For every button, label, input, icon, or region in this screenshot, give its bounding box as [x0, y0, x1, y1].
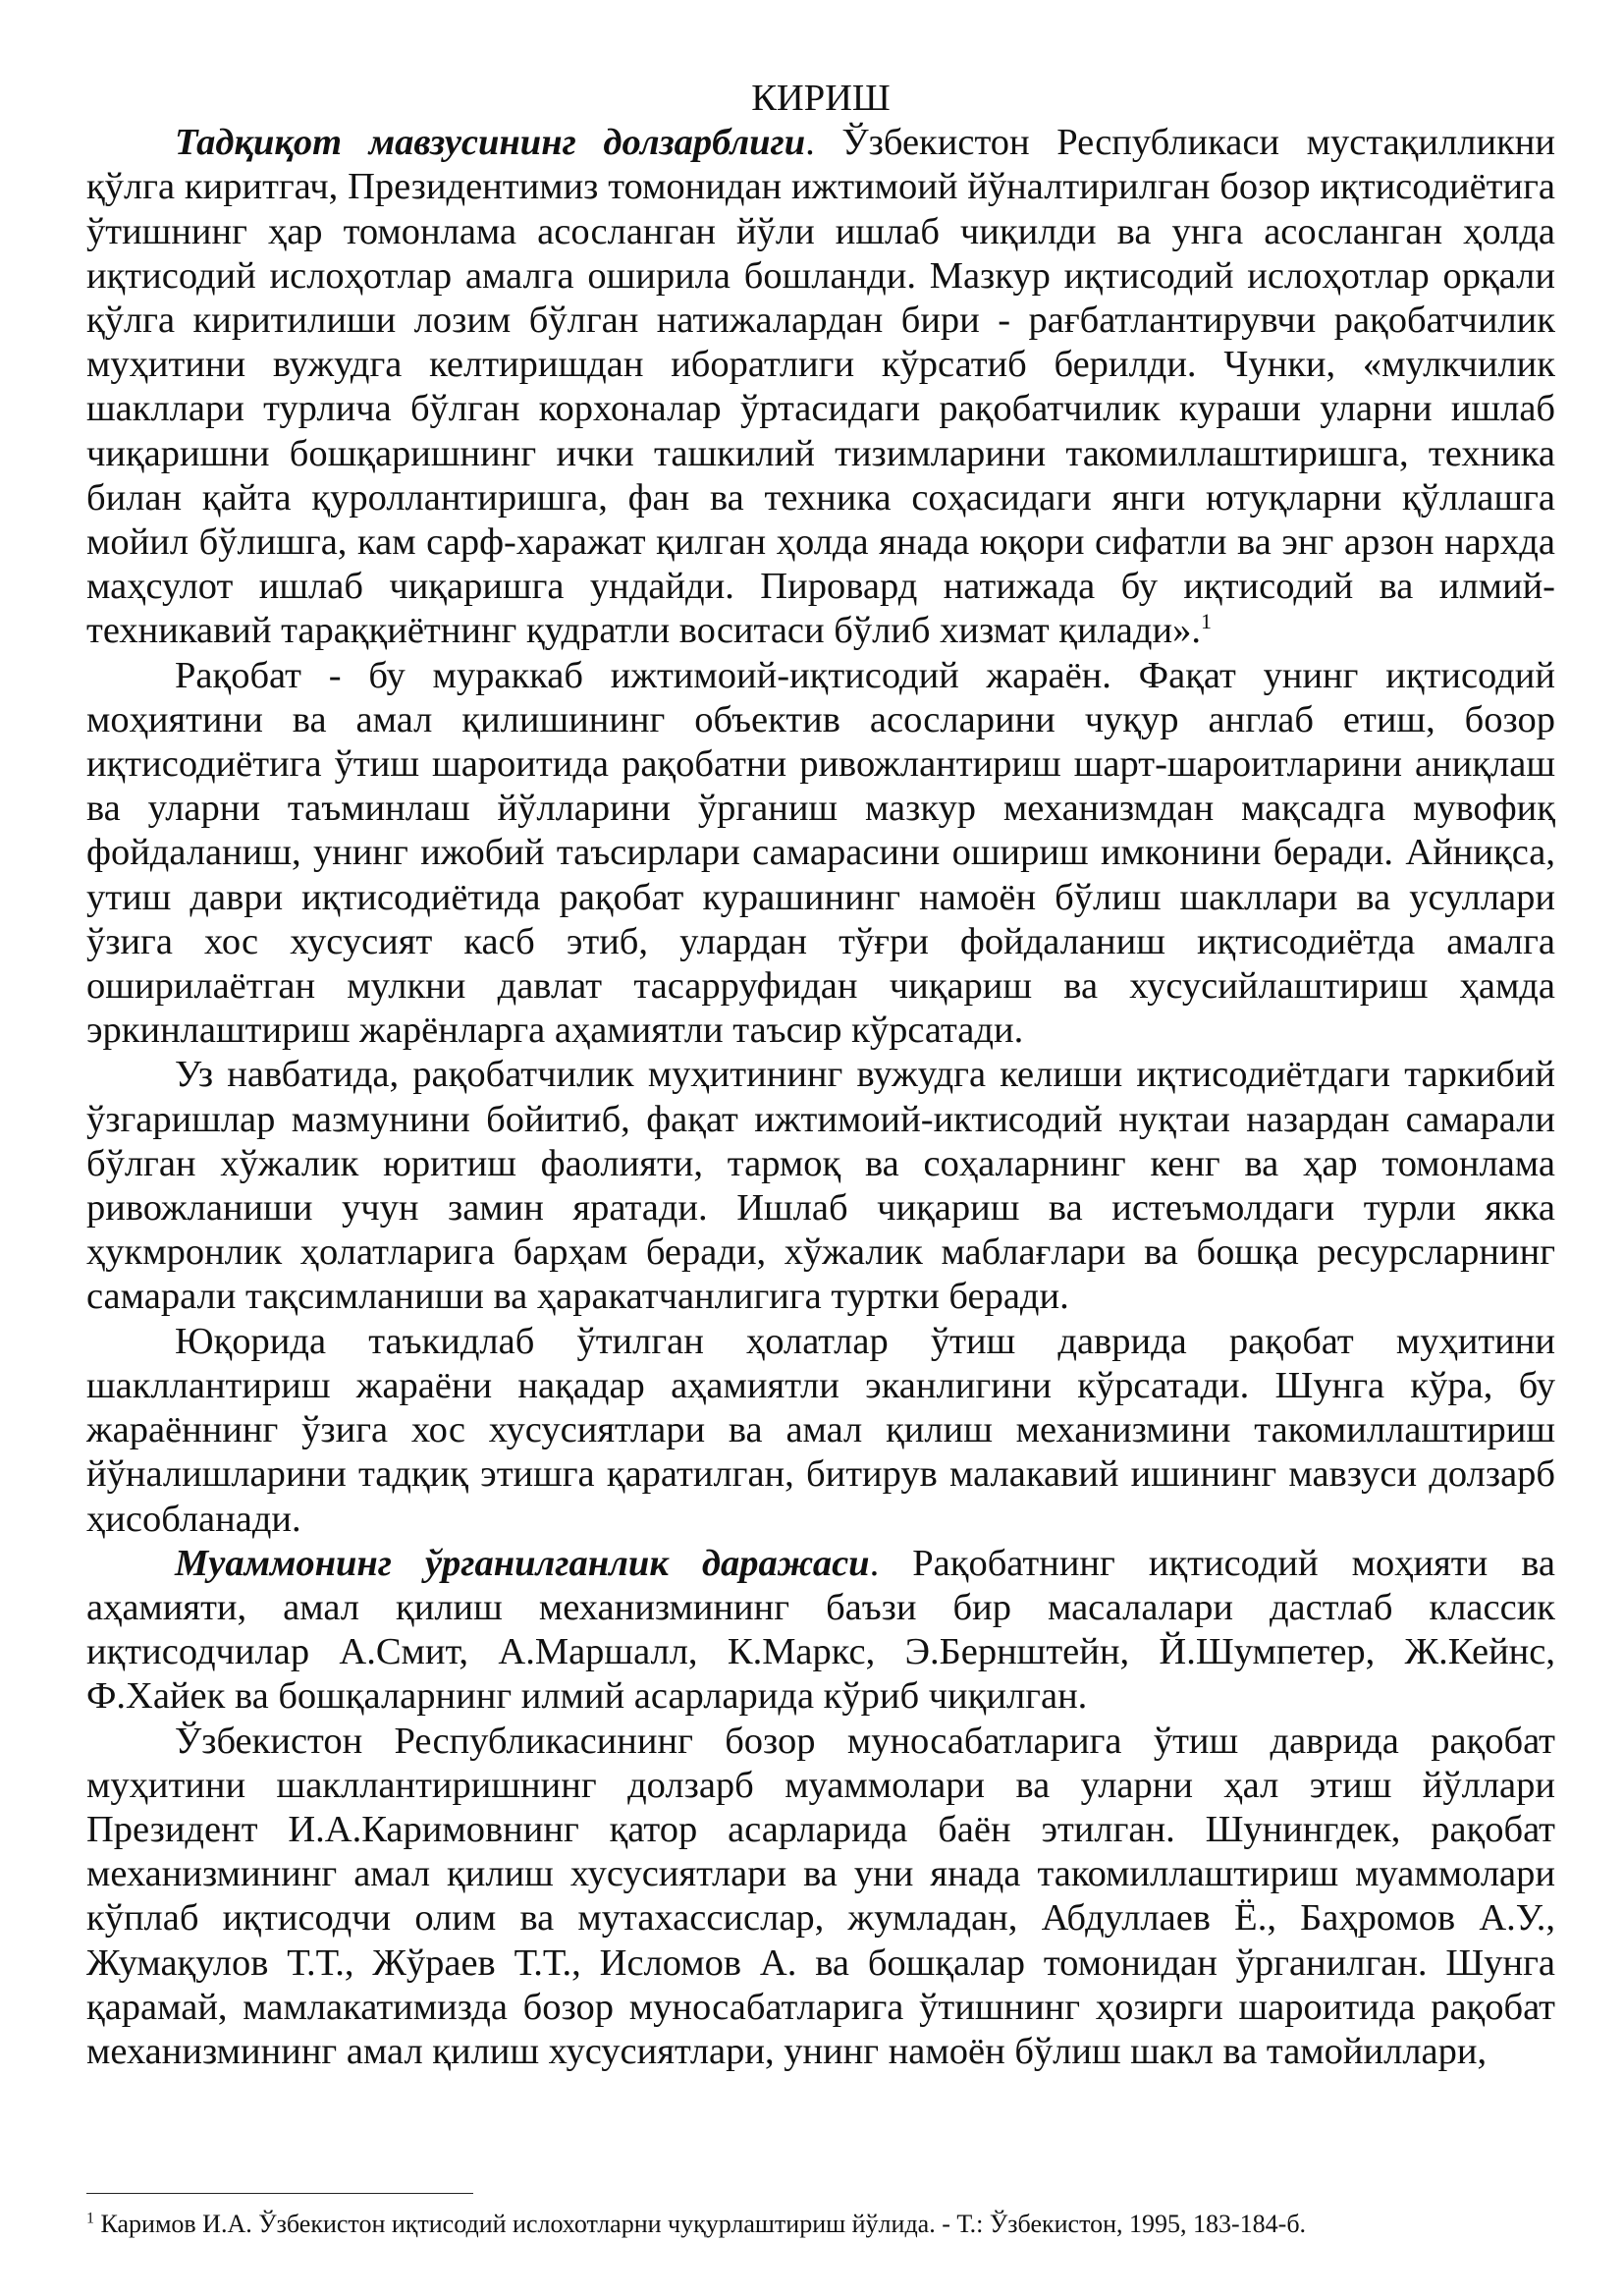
- paragraph-text: . Ўзбекистон Республикаси мустақилликни қўлга киритгач, Президентимиз томонидан ижтимоий йўналтирилган бозор иқтисодиётига ўтишнинг ҳар томонлама асосланган йўли ишлаб чиқилди ва унга асосланган ҳолда иқтисодий ислоҳотлар амалга оширила бошланди. Мазкур иқтисодий ислоҳотлар орқали қўлга киритилиши лозим бўлган натижалардан бири - рағбатлантирувчи рақобатчилик муҳитини вужудга келтиришдан иборатлиги кўрсатиб берилди. Чунки, «мулкчилик шакллари турлича бўлган корхоналар ўртасидаги рақобатчилик кураши уларни ишлаб чиқаришни бошқаришнинг ички ташкилий тизимларини такомиллаштиришга, техника билан қайта қуроллантиришга, фан ва техника соҳасидаги янги ютуқларни қўллашга мойил бўлишга, кам сарф-харажат қилган ҳолда янада юқори сифатли ва энг арзон нархда маҳсулот ишлаб чиқаришга ундайди. Пировард натижада бу иқтисодий ва илмий-техникавий тараққиётнинг қудратли воситаси бўлиб хизмат қилади».: [86, 122, 1555, 652]
- footnote: [86, 2210, 1555, 2239]
- footnote-text: Каримов И.А. Ўзбекистон иқтисодий ислохотларни чуқурлаштириш йўлида. - Т.: Ўзбекистон, 1995, 183-184-б.: [94, 2210, 1307, 2238]
- section-lead-study-degree: Муаммонинг ўрганилганлик даражаси: [175, 1542, 870, 1584]
- paragraph-relevance: [86, 121, 1555, 653]
- section-lead-relevance: Тадқиқот мавзусининг долзарблиги: [175, 122, 806, 164]
- paragraph-conclusion: Юқорида таъкидлаб ўтилган ҳолатлар ўтиш даврида рақобат муҳитини шакллантириш жараёни нақадар аҳамиятли эканлигини кўрсатади. Шунга кўра, бу жараённинг ўзига хос хусусиятлари ва амал қилиш механизмини такомиллаштириш йўналишларини тадқиқ этишга қаратилган, битирув малакавий ишининг мавзуси долзарб ҳисобланади.: [86, 1320, 1555, 1540]
- paragraph-uzbekistan: Ўзбекистон Республикасининг бозор муносабатларига ўтиш даврида рақобат муҳитини шакллантиришнинг долзарб муаммолари ва уларни ҳал этиш йўллари Президент И.А.Каримовнинг қатор асарларида баён этилган. Шунингдек, рақобат механизмининг амал қилиш хусусиятлари ва уни янада такомиллаштириш муаммолари кўплаб иқтисодчи олим ва мутахассислар, жумладан, Абдуллаев Ё., Баҳромов А.У., Жумақулов Т.Т., Жўраев Т.Т., Исломов А. ва бошқалар томонидан ўрганилган. Шунга қарамай, мамлакатимизда бозор муносабатларига ўтишнинг ҳозирги шароитида рақобат механизмининг амал қилиш хусусиятлари, унинг намоён бўлиш шакл ва тамойиллари,: [86, 1720, 1555, 2072]
- footnote-divider: [86, 2193, 473, 2194]
- paragraph-environment: Уз навбатида, рақобатчилик муҳитининг вужудга келиши иқтисодиётдаги таркибий ўзгаришлар мазмунини бойитиб, фақат ижтимоий-иктисодий нуқтаи назардан самарали бўлган хўжалик юритиш фаолияти, тармоқ ва соҳаларнинг кенг ва ҳар томонлама ривожланиши учун замин яратади. Ишлаб чиқариш ва истеъмолдаги турли якка ҳукмронлик ҳолатларига барҳам беради, хўжалик маблағлари ва бошқа ресурсларнинг самарали тақсимланиши ва ҳаракатчанлигига туртки беради.: [86, 1054, 1555, 1318]
- footnote-number: 1: [86, 2210, 94, 2227]
- paragraph-competition: Рақобат - бу мураккаб ижтимоий-иқтисодий жараён. Фақат унинг иқтисодий моҳиятини ва амал қилишининг объектив асосларини чуқур англаб етиш, бозор иқтисодиётига ўтиш шароитида рақобатни ривожлантириш шарт-шароитларини аниқлаш ва уларни таъминлаш йўлларини ўрганиш мазкур механизмдан мақсадга мувофиқ фойдаланиш, унинг ижобий таъсирлари самарасини ошириш имконини беради. Айниқса, утиш даври иқтисодиётида рақобат курашининг намоён бўлиш шакллари ва усуллари ўзига хос хусусият касб этиб, улардан тўғри фойдаланиш иқтисодиётда амалга оширилаётган мулкни давлат тасарруфидан чиқариш ва хусусийлаштириш ҳамда эркинлаштириш жарёнларга аҳамиятли таъсир кўрсатади.: [86, 654, 1555, 1052]
- footnote-reference[interactable]: 1: [1200, 609, 1212, 634]
- paragraph-text: . Рақобатнинг иқтисодий моҳияти ва аҳамияти, амал қилиш механизмининг баъзи бир масалалари дастлаб классик иқтисодчилар А.Смит, А.Маршалл, К.Маркс, Э.Бернштейн, Й.Шумпетер, Ж.Кейнс, Ф.Хайек ва бошқаларнинг илмий асарларида кўриб чиқилган.: [86, 1542, 1556, 1718]
- paragraph-study-degree: [86, 1542, 1555, 1720]
- document-page: [86, 77, 1555, 2074]
- page-title: КИРИШ: [751, 78, 891, 119]
